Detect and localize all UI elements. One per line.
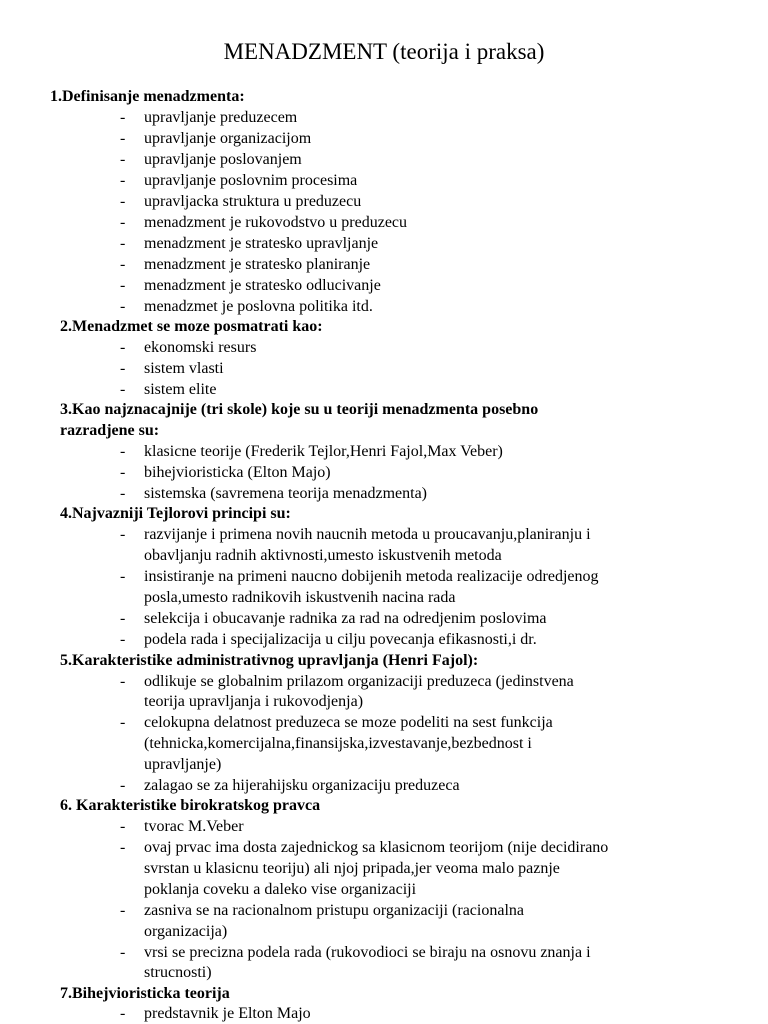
list-item: sistem vlasti [144,360,224,377]
list-item-line: odlikuje se globalnim prilazom organizaciji preduzeca (jedinstvena [144,673,574,690]
bullet-dash: - [120,485,126,502]
list-item-line: organizacija) [144,923,228,940]
bullet-dash: - [120,464,126,481]
bullet-dash: - [120,214,126,231]
list-item: upravljanje poslovnim procesima [144,172,358,189]
list-item: upravljanje preduzecem [144,109,298,126]
section-heading: 6. Karakteristike birokratskog pravca [60,797,321,814]
bullet-dash: - [120,526,126,543]
bullet-dash: - [120,443,126,460]
list-item-line: strucnosti) [144,964,212,981]
bullet-dash: - [120,151,126,168]
list-item-line: poklanja coveku a daleko vise organizaciji [144,881,417,898]
section-heading: 4.Najvazniji Tejlorovi principi su: [60,505,291,522]
bullet-dash: - [120,902,126,919]
bullet-dash: - [120,235,126,252]
list-item-line: vrsi se precizna podela rada (rukovodioci se biraju na osnovu znanja i [144,944,591,961]
list-item-line: obavljanju radnih aktivnosti,umesto iskustvenih metoda [144,547,502,564]
bullet-dash: - [120,568,126,585]
section-heading: 5.Karakteristike administrativnog upravljanja (Henri Fajol): [60,652,479,669]
list-item: upravljanje organizacijom [144,130,312,147]
list-item: podela rada i specijalizacija u cilju povecanja efikasnosti,i dr. [144,631,537,648]
list-item: menadzment je rukovodstvo u preduzecu [144,214,408,231]
bullet-dash: - [120,193,126,210]
bullet-dash: - [120,381,126,398]
bullet-dash: - [120,631,126,648]
bullet-dash: - [120,109,126,126]
list-item-line: (tehnicka,komercijalna,finansijska,izvestavanje,bezbednost i [144,735,532,752]
section-heading-line: 3.Kao najznacajnije (tri skole) koje su u teoriji menadzmenta posebno [60,401,539,418]
bullet-dash: - [120,298,126,315]
bullet-dash: - [120,360,126,377]
list-item-line: upravljanje) [144,756,222,773]
section-heading: 1.Definisanje menadzmenta: [50,88,245,105]
bullet-dash: - [120,172,126,189]
list-item: selekcija i obucavanje radnika za rad na odredjenim poslovima [144,610,547,627]
list-item: sistemska (savremena teorija menadzmenta) [144,485,427,502]
section-heading: 7.Bihejvioristicka teorija [60,985,230,1002]
section-heading-line: razradjene su: [60,422,160,439]
list-item: klasicne teorije (Frederik Tejlor,Henri Fajol,Max Veber) [144,443,503,460]
bullet-dash: - [120,1005,126,1022]
list-item-line: svrstan u klasicnu teoriju) ali njoj pripada,jer veoma malo paznje [144,860,560,877]
list-item-line: teorija upravljanja i rukovodjenja) [144,693,364,710]
list-item: menadzment je stratesko upravljanje [144,235,379,252]
list-item: zalagao se za hijerahijsku organizaciju preduzeca [144,777,460,794]
section-heading: 2.Menadzmet se moze posmatrati kao: [60,318,323,335]
bullet-dash: - [120,256,126,273]
bullet-dash: - [120,339,126,356]
page-title: MENADZMENT (teorija i praksa) [223,39,545,64]
bullet-dash: - [120,777,126,794]
bullet-dash: - [120,277,126,294]
bullet-dash: - [120,130,126,147]
bullet-dash: - [120,818,126,835]
list-item: bihejvioristicka (Elton Majo) [144,464,331,481]
list-item: sistem elite [144,381,217,398]
list-item-line: posla,umesto radnikovih iskustvenih nacina rada [144,589,456,606]
bullet-dash: - [120,673,126,690]
list-item-line: insistiranje na primeni naucno dobijenih metoda realizacije odredjenog [144,568,599,585]
list-item-line: ovaj prvac ima dosta zajednickog sa klasicnom teorijom (nije decidirano [144,839,609,856]
list-item: predstavnik je Elton Majo [144,1005,311,1022]
bullet-dash: - [120,944,126,961]
bullet-dash: - [120,714,126,731]
list-item: menadzmet je poslovna politika itd. [144,298,373,315]
list-item: ekonomski resurs [144,339,257,356]
list-item-line: celokupna delatnost preduzeca se moze podeliti na sest funkcija [144,714,553,731]
list-item-line: zasniva se na racionalnom pristupu organizaciji (racionalna [144,902,524,919]
bullet-dash: - [120,839,126,856]
list-item: tvorac M.Veber [144,818,244,835]
list-item: upravljacka struktura u preduzecu [144,193,362,210]
list-item-line: razvijanje i primena novih naucnih metoda u proucavanju,planiranju i [144,526,591,543]
list-item: upravljanje poslovanjem [144,151,302,168]
bullet-dash: - [120,610,126,627]
list-item: menadzment je stratesko planiranje [144,256,371,273]
list-item: menadzment je stratesko odlucivanje [144,277,381,294]
